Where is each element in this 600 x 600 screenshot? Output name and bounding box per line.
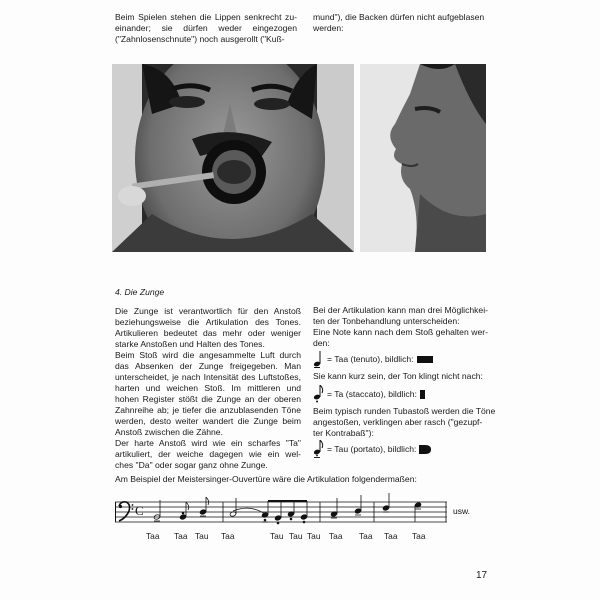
text-line: starke Anstoßen und Halten des Tones. <box>115 339 265 349</box>
tongue-paragraph <box>115 306 301 471</box>
articulation-syllables <box>115 531 485 543</box>
text-line: Artikulieren bedeutet das mehr oder weniger <box>115 328 301 338</box>
syllable: Tau <box>289 531 303 541</box>
bass-clef-icon <box>119 502 133 521</box>
text-line: unterscheidet, je nach Intensität des Luftstoßes, <box>115 372 301 382</box>
syllable: Tau <box>307 531 321 541</box>
portato-intro <box>313 406 496 439</box>
top-right-paragraph <box>313 12 485 34</box>
syllable: Taa <box>174 531 188 541</box>
staccato-row <box>313 384 488 404</box>
syllable: Tau <box>270 531 284 541</box>
text-line: angestoßen, verklingen aber rasch ("gezupf- <box>313 417 483 427</box>
text-line: das Absenken der Zunge freigegeben. Man <box>115 361 301 371</box>
syllable: Taa <box>221 531 235 541</box>
text-line: werden: <box>313 23 344 33</box>
tenuto-symbol-icon <box>417 356 433 363</box>
text-line: Beim typisch runden Tubastoß werden die Töne <box>313 406 496 416</box>
text-line: ("Zahnlosenschnute") noch ausgerollt ("Kuß- <box>115 34 285 44</box>
text-line: beziehungsweise die Artikulation des Tones. <box>115 317 301 327</box>
text-line: harten und weichen Stoß. Im mittleren und <box>115 383 301 393</box>
text-line: Die Zunge ist verantwortlich für den Anstoß <box>115 306 301 316</box>
text-line: ches "Da" oder sogar ganz ohne Zunge. <box>115 460 268 470</box>
text-line: Beim Stoß wird die angesammelte Luft durch <box>115 350 301 360</box>
portato-symbol-icon <box>419 445 431 454</box>
top-left-paragraph <box>115 12 297 45</box>
staff-continuation: usw. <box>453 506 471 516</box>
text-line: ten der Tonbehandlung unterscheiden: <box>313 316 460 326</box>
portato-label: = Tau (portato), bildlich: <box>327 443 417 454</box>
tenuto-label: = Taa (tenuto), bildlich: <box>327 353 414 364</box>
lip-position-photo-front <box>112 64 354 252</box>
text-line: werden, desto weiter wandert die Zunge beim <box>115 416 301 426</box>
music-staff <box>115 492 485 532</box>
example-line: Am Beispiel der Meistersinger-Ouvertüre wäre die Artikulation folgendermaßen: <box>115 474 417 484</box>
text-line: den: <box>313 338 330 348</box>
syllable: Taa <box>146 531 160 541</box>
text-line: Der harte Anstoß wird wie ein scharfes "Ta" <box>115 438 301 448</box>
text-line: Sie kann kurz sein, der Ton klingt nicht nach: <box>313 371 483 381</box>
text-line: Zahnreihe ab; je tiefer die anzublasenden Töne <box>115 405 301 415</box>
portato-note-icon <box>313 440 325 458</box>
page-number: 17 <box>476 570 488 581</box>
text-line: ter Kontrabaß"): <box>313 428 374 438</box>
portato-row <box>313 439 488 459</box>
tenuto-note-icon <box>313 350 325 368</box>
tenuto-row <box>313 349 488 369</box>
syllable: Tau <box>195 531 209 541</box>
text-line: artikuliert, der weiche dagegen wie ein wel- <box>115 449 301 459</box>
text-line: Beim Spielen stehen die Lippen senkrecht zu- <box>115 12 297 22</box>
staccato-intro-row <box>313 369 488 384</box>
syllable: Taa <box>329 531 343 541</box>
staccato-note-icon <box>313 385 325 403</box>
text-line: hohen Register stößt die Zunge an der oberen <box>115 394 301 404</box>
staccato-symbol-icon <box>420 390 425 399</box>
text-line: mund"), die Backen dürfen nicht aufgeblasen <box>313 12 485 22</box>
syllable: Taa <box>384 531 398 541</box>
lip-position-photo-profile <box>360 64 486 252</box>
syllable: Taa <box>412 531 426 541</box>
text-line: Bei der Artikulation kann man drei Möglichkei- <box>313 305 488 315</box>
text-line: einander; sie dürfen weder eingezogen <box>115 23 297 33</box>
text-line: Anstoß zwischen die Zähne. <box>115 427 223 437</box>
section-heading: 4. Die Zunge <box>115 287 165 297</box>
staccato-label: = Ta (staccato), bildlich: <box>327 388 417 399</box>
articulation-intro <box>313 305 488 349</box>
syllable: Taa <box>359 531 373 541</box>
text-line: Eine Note kann nach dem Stoß gehalten wer- <box>313 327 488 337</box>
time-signature: C <box>135 503 144 518</box>
articulation-column <box>313 305 496 459</box>
